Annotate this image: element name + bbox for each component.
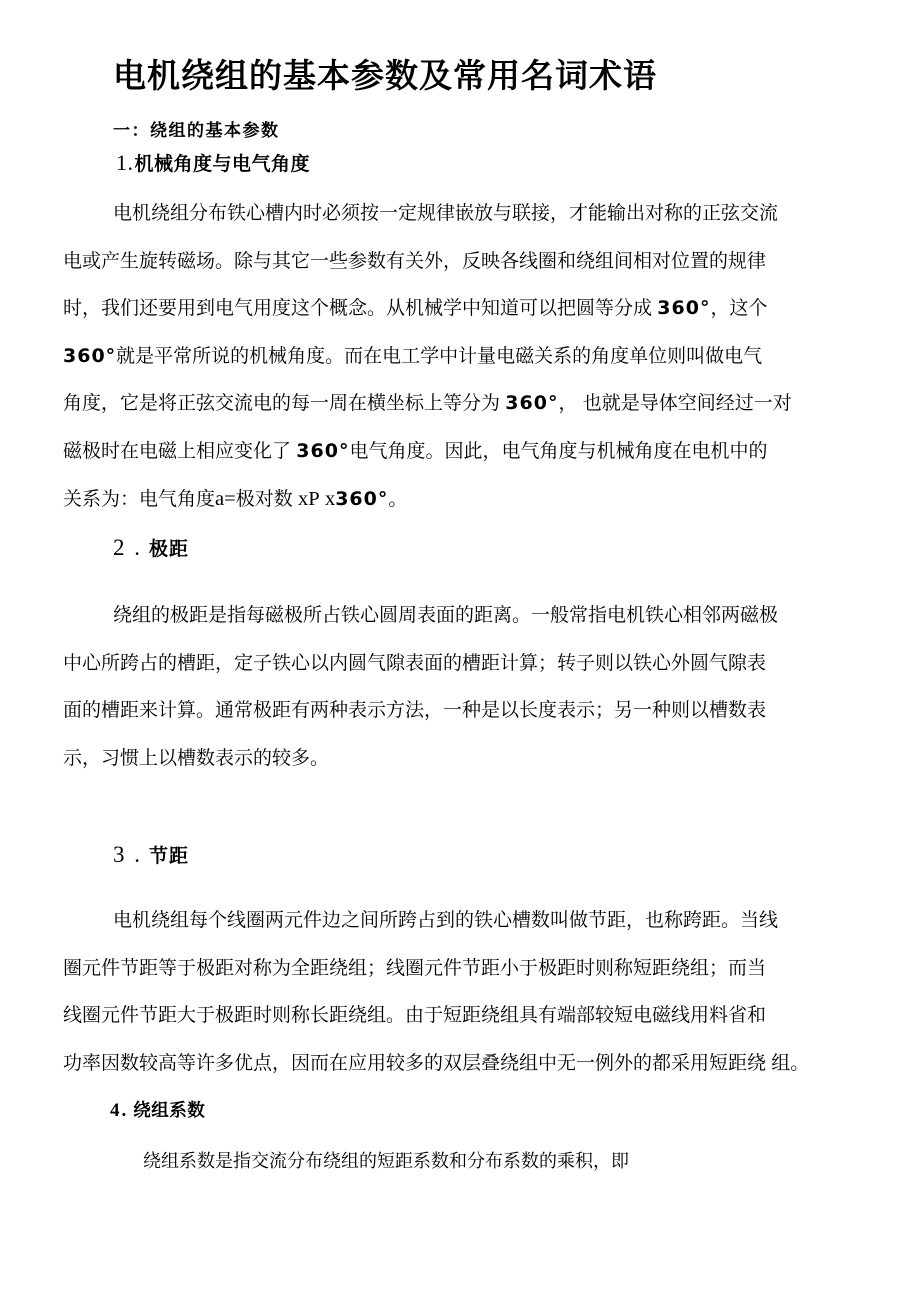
heading-1-number: 1.	[116, 150, 134, 175]
text-line: 电或产生旋转磁场。除与其它一些参数有关外，反映各线圈和绕组间相对位置的规律	[63, 250, 767, 272]
paragraph-coil-pitch	[63, 897, 893, 1087]
heading-4-number: 4.	[110, 1100, 129, 1121]
heading-3	[113, 841, 189, 868]
formula-line: 关系为：电气角度a=极对数 xP x360°。	[63, 487, 408, 510]
text-line: 绕组系数是指交流分布绕组的短距系数和分布系数的乘积，即	[143, 1151, 629, 1171]
heading-3-text: 节距	[149, 846, 190, 867]
paragraph-pole-pitch	[63, 592, 893, 782]
text-line: 360°就是平常所说的机械角度。而在电工学中计量电磁关系的角度单位则叫做电气	[63, 344, 763, 367]
text-line: 磁极时在电磁上相应变化了 360°电气角度。因此，电气角度与机械角度在电机中的	[63, 439, 768, 462]
text-line: 绕组的极距是指每磁极所占铁心圆周表面的距离。一般常指电机铁心相邻两磁极	[113, 605, 779, 626]
text-line: 圈元件节距等于极距对称为全距绕组；线圈元件节距小于极距时则称短距绕组；而当	[63, 957, 767, 979]
text-line: 线圈元件节距大于极距时则称长距绕组。由于短距绕组具有端部较短电磁线用料省和	[63, 1005, 767, 1027]
text-line: 角度，它是将正弦交流电的每一周在横坐标上等分为 360°， 也就是导体空间经过一对	[63, 392, 792, 415]
document-title: 电机绕组的基本参数及常用名词术语	[113, 57, 657, 94]
text-line: 功率因数较高等许多优点，因而在应用较多的双层叠绕组中无一例外的都采用短距绕 组。	[63, 1052, 810, 1074]
paragraph-winding-factor	[63, 1138, 893, 1186]
heading-1	[116, 149, 310, 176]
paragraph-mechanical-electrical-angle	[63, 190, 893, 523]
text-line: 中心所跨占的槽距，定子铁心以内圆气隙表面的槽距计算；转子则以铁心外圆气隙表	[63, 652, 767, 674]
text-line: 面的槽距来计算。通常极距有两种表示方法，一种是以长度表示；另一种则以槽数表	[63, 700, 767, 722]
heading-2-text: 极距	[149, 539, 190, 560]
section-label: 一：绕组的基本参数	[113, 121, 280, 140]
text-line: 时，我们还要用到电气用度这个概念。从机械学中知道可以把圆等分成 360°，这个	[63, 297, 768, 320]
heading-1-text: 机械角度与电气角度	[134, 154, 311, 175]
heading-2-number: 2 .	[113, 535, 142, 560]
text-line: 示，习惯上以槽数表示的较多。	[63, 747, 330, 769]
heading-4-text: 绕组系数	[133, 1100, 206, 1120]
heading-4	[110, 1097, 205, 1122]
heading-2	[113, 534, 189, 561]
text-line: 电机绕组每个线圈两元件边之间所跨占到的铁心槽数叫做节距，也称跨距。当线	[113, 910, 779, 931]
heading-3-number: 3 .	[113, 842, 142, 867]
text-line: 电机绕组分布铁心槽内时必须按一定规律嵌放与联接，才能输出对称的正弦交流	[113, 203, 779, 224]
